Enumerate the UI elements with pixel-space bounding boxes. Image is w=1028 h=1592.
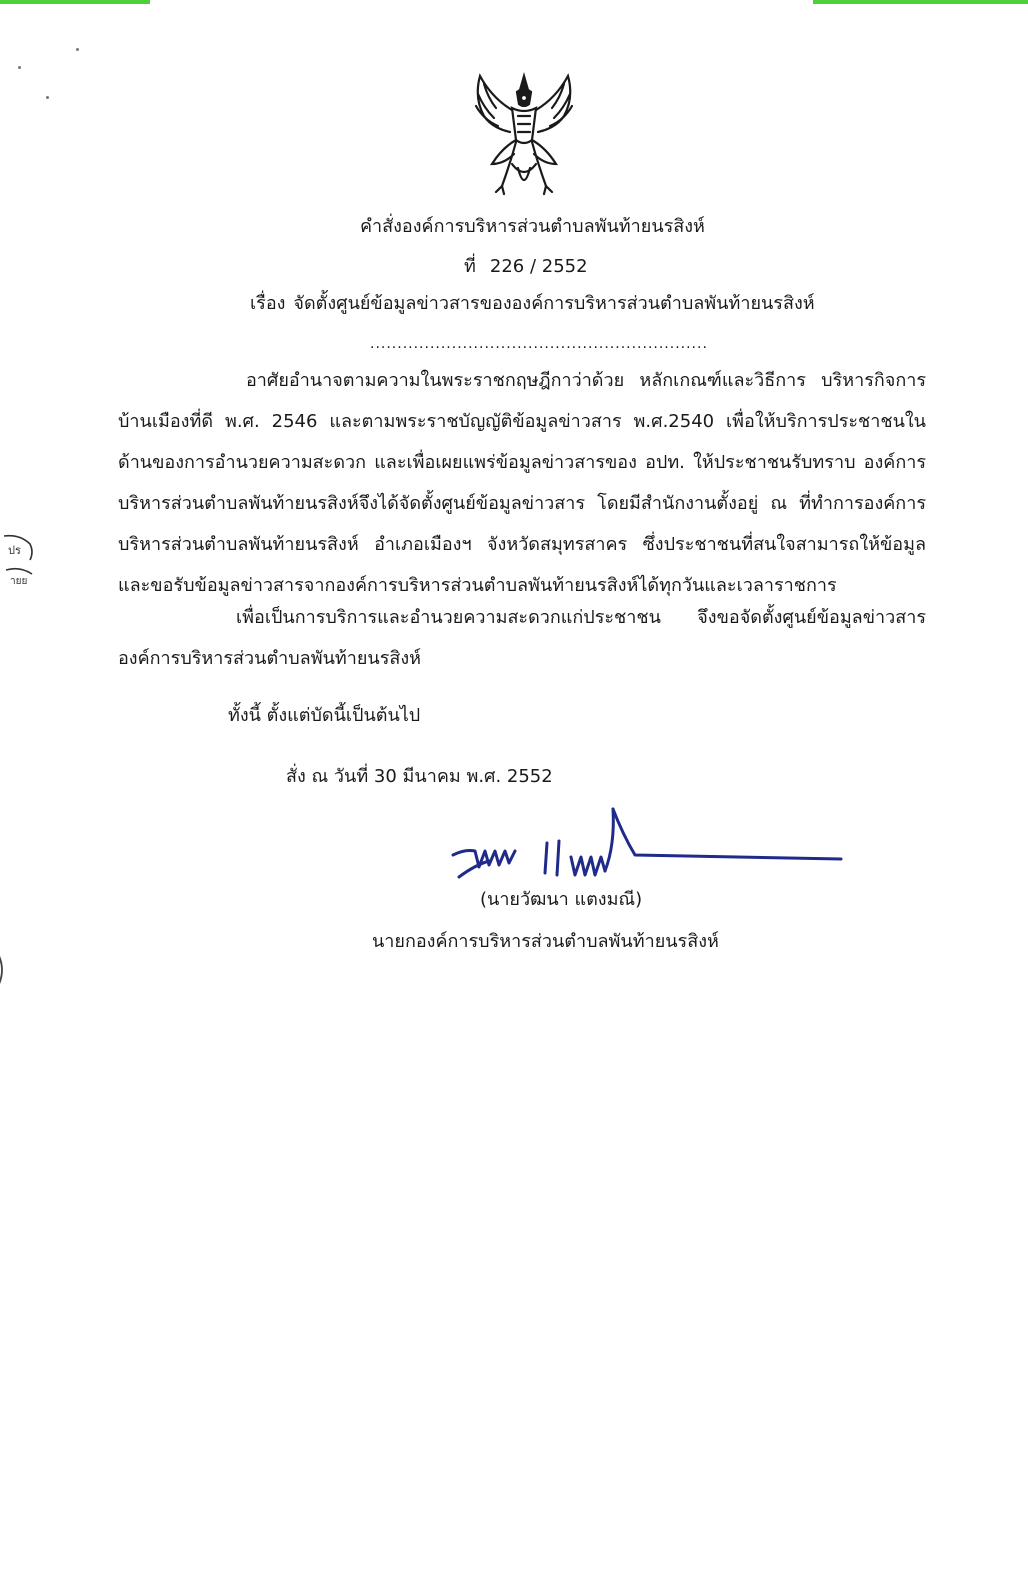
separator-line: .............................................................. (370, 336, 708, 352)
svg-text:ายย: ายย (10, 576, 28, 587)
signer-name: (นายวัฒนา แตงมณี) (480, 889, 643, 910)
subject-label: เรื่อง (250, 293, 286, 314)
closing-line: ทั้งนี้ ตั้งแต่บัดนี้เป็นต้นไป (228, 705, 421, 726)
order-number-label: ที่ (464, 256, 476, 277)
order-subject (250, 292, 815, 316)
stamp-fragment (0, 530, 36, 590)
handwritten-signature (445, 805, 845, 885)
order-title: คำสั่งองค์การบริหารส่วนตำบลพันท้ายนรสิงห์ (360, 216, 705, 237)
svg-text:ปร: ปร (8, 544, 21, 557)
scan-speck (46, 96, 49, 99)
scan-speck (76, 48, 79, 51)
order-number (464, 255, 588, 279)
scan-edge-right (813, 0, 1028, 4)
order-date: สั่ง ณ วันที่ 30 มีนาคม พ.ศ. 2552 (286, 766, 553, 787)
garuda-emblem-icon (462, 68, 586, 200)
punch-hole-mark (0, 948, 10, 992)
subject-text: จัดตั้งศูนย์ข้อมูลข่าวสารขององค์การบริหารส่วนตำบลพันท้ายนรสิงห์ (293, 293, 815, 314)
scan-speck (18, 66, 21, 69)
signer-position: นายกองค์การบริหารส่วนตำบลพันท้ายนรสิงห์ (372, 931, 719, 952)
body-paragraph-1: อาศัยอำนาจตามความในพระราชกฤษฎีกาว่าด้วย หลักเกณฑ์และวิธีการ บริหารกิจการบ้านเมืองที่ดี พ.ศ. 2546 และตามพระราชบัญญัติข้อมูลข่าวสาร พ.ศ.2540 เพื่อให้บริการประชาชนในด้านของการอำนวยความสะดวก และเพื่อเผยแพร่ข้อมูลข่าวสารของ อปท. ให้ประชาชนรับทราบ องค์การบริหารส่วนตำบลพันท้ายนรสิงห์จึงได้จัดตั้งศูนย์ข้อมูลข่าวสาร โดยมีสำนักงานตั้งอยู่ ณ ที่ทำการองค์การบริหารส่วนตำบลพันท้ายนรสิงห์ อำเภอเมืองฯ จังหวัดสมุทรสาคร ซึ่งประชาชนที่สนใจสามารถให้ข้อมูลและขอรับข้อมูลข่าวสารจากองค์การบริหารส่วนตำบลพันท้ายนรสิงห์ได้ทุกวันและเวลาราชการ (118, 370, 926, 596)
body-paragraph-2: เพื่อเป็นการบริการและอำนวยความสะดวกแก่ประชาชน จึงขอจัดตั้งศูนย์ข้อมูลข่าวสารองค์การบริหารส่วนตำบลพันท้ายนรสิงห์ (118, 607, 926, 669)
scan-edge-left (0, 0, 150, 4)
order-number-value: 226 / 2552 (489, 256, 588, 277)
